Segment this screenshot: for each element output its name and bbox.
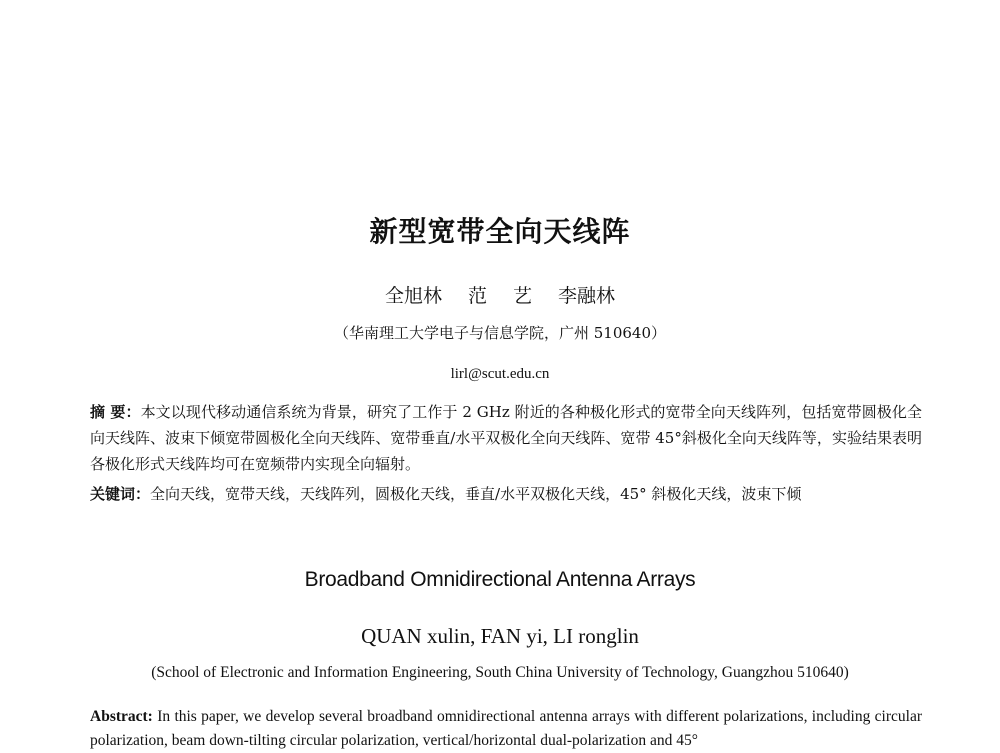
english-abstract bbox=[90, 705, 922, 753]
english-abstract-label: Abstract: bbox=[90, 708, 153, 725]
chinese-keywords-label: 关键词： bbox=[90, 485, 151, 503]
author-email[interactable]: lirl@scut.edu.cn bbox=[450, 366, 550, 382]
chinese-affiliation: （华南理工大学电子与信息学院，广州 510640） bbox=[333, 324, 667, 342]
chinese-keywords-text: 全向天线，宽带天线，天线阵列，圆极化天线，垂直/水平双极化天线，45° 斜极化天线，波束下倾 bbox=[150, 485, 802, 503]
chinese-keywords bbox=[90, 481, 922, 507]
english-abstract-text: In this paper, we develop several broadband omnidirectional antenna arrays with different polarizations, including circular polarization, beam down-tilting circular polarization, vertical/horizontal dual-polarization and 45° bbox=[90, 708, 922, 749]
chinese-title: 新型宽带全向天线阵 bbox=[369, 215, 631, 248]
english-affiliation: (School of Electronic and Information Engineering, South China University of Technology, Guangzhou 510640) bbox=[151, 664, 849, 681]
chinese-authors: 全旭林 范 艺 李融林 bbox=[384, 285, 616, 307]
chinese-abstract-label: 摘 要： bbox=[90, 403, 141, 421]
english-authors: QUAN xulin, FAN yi, LI ronglin bbox=[361, 624, 639, 648]
chinese-abstract bbox=[90, 399, 922, 477]
chinese-abstract-text: 本文以现代移动通信系统为背景，研究了工作于 2 GHz 附近的各种极化形式的宽带全向天线阵列，包括宽带圆极化全向天线阵、波束下倾宽带圆极化全向天线阵、宽带垂直/水平双极化全向天线阵、宽带 45°斜极化全向天线阵等，实验结果表明各极化形式天线阵均可在宽频带内实现全向辐射。 bbox=[90, 403, 922, 473]
english-title: Broadband Omnidirectional Antenna Arrays bbox=[304, 568, 696, 591]
